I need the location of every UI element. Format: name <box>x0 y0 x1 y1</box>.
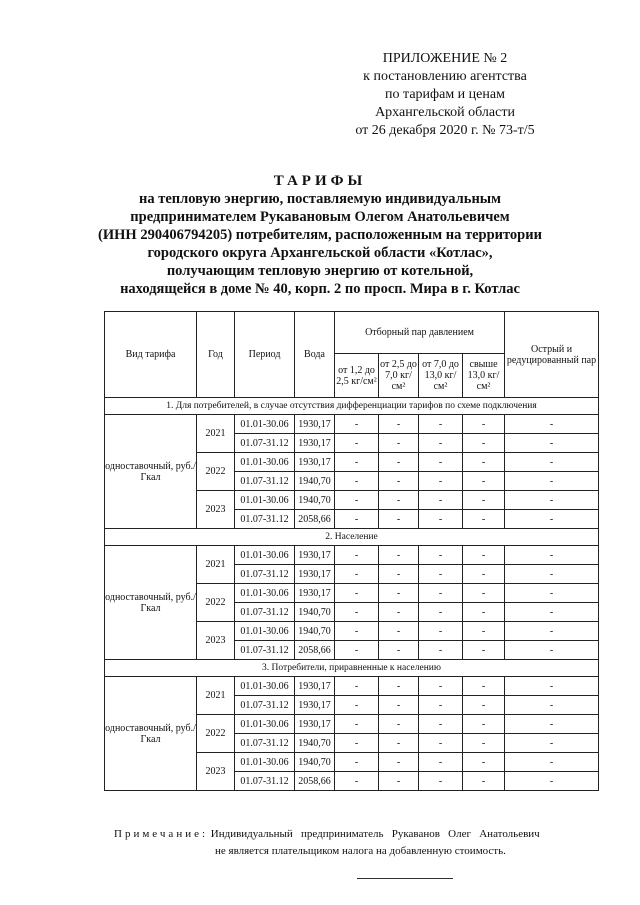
year-cell: 2021 <box>197 415 235 453</box>
dash-cell: - <box>463 641 505 660</box>
appendix-block <box>330 50 560 140</box>
tariff-type-cell: одноставочный, руб./Гкал <box>105 546 197 660</box>
dash-cell: - <box>463 715 505 734</box>
period-cell: 01.07-31.12 <box>235 641 295 660</box>
year-cell: 2023 <box>197 753 235 791</box>
dash-cell: - <box>463 603 505 622</box>
dash-cell: - <box>505 734 599 753</box>
dash-cell: - <box>335 453 379 472</box>
dash-cell: - <box>335 415 379 434</box>
section-title: 1. Для потребителей, в случае отсутствия дифференциации тарифов по схеме подключения <box>105 398 599 415</box>
dash-cell: - <box>335 546 379 565</box>
dash-cell: - <box>419 603 463 622</box>
footnote <box>114 826 594 860</box>
dash-cell: - <box>335 641 379 660</box>
dash-cell: - <box>419 677 463 696</box>
water-cell: 1940,70 <box>295 753 335 772</box>
period-cell: 01.07-31.12 <box>235 472 295 491</box>
dash-cell: - <box>379 472 419 491</box>
appendix-line: по тарифам и ценам <box>385 87 505 102</box>
title-line: на тепловую энергию, поставляемую индивидуальным <box>138 191 502 207</box>
year-cell: 2023 <box>197 491 235 529</box>
period-cell: 01.01-30.06 <box>235 622 295 641</box>
dash-cell: - <box>463 753 505 772</box>
appendix-line: Архангельской области <box>375 105 515 120</box>
period-cell: 01.01-30.06 <box>235 491 295 510</box>
dash-cell: - <box>379 641 419 660</box>
dash-cell: - <box>419 753 463 772</box>
dash-cell: - <box>379 565 419 584</box>
dash-cell: - <box>379 677 419 696</box>
dash-cell: - <box>505 696 599 715</box>
water-cell: 1930,17 <box>295 453 335 472</box>
dash-cell: - <box>379 696 419 715</box>
dash-cell: - <box>379 753 419 772</box>
dash-cell: - <box>335 622 379 641</box>
period-cell: 01.01-30.06 <box>235 753 295 772</box>
dash-cell: - <box>419 715 463 734</box>
year-cell: 2021 <box>197 677 235 715</box>
year-cell: 2022 <box>197 584 235 622</box>
appendix-line: от 26 декабря 2020 г. № 73-т/5 <box>355 123 535 138</box>
dash-cell: - <box>505 491 599 510</box>
dash-cell: - <box>505 772 599 791</box>
period-cell: 01.07-31.12 <box>235 734 295 753</box>
dash-cell: - <box>335 491 379 510</box>
section-row <box>105 660 599 677</box>
dash-cell: - <box>419 696 463 715</box>
dash-cell: - <box>463 434 505 453</box>
dash-cell: - <box>335 734 379 753</box>
water-cell: 1930,17 <box>295 565 335 584</box>
dash-cell: - <box>379 772 419 791</box>
water-cell: 1930,17 <box>295 696 335 715</box>
dash-cell: - <box>419 472 463 491</box>
dash-cell: - <box>419 772 463 791</box>
dash-cell: - <box>463 622 505 641</box>
dash-cell: - <box>505 603 599 622</box>
dash-cell: - <box>335 753 379 772</box>
document-title <box>80 172 560 298</box>
footnote-line1: Индивидуальный предприниматель Рукаванов Олег Анатольевич <box>210 828 540 840</box>
year-cell: 2022 <box>197 715 235 753</box>
title-heading: ТАРИФЫ <box>273 173 367 189</box>
dash-cell: - <box>463 565 505 584</box>
dash-cell: - <box>505 641 599 660</box>
year-cell: 2023 <box>197 622 235 660</box>
dash-cell: - <box>463 415 505 434</box>
bottom-rule <box>357 878 453 879</box>
water-cell: 1940,70 <box>295 622 335 641</box>
dash-cell: - <box>379 453 419 472</box>
water-cell: 2058,66 <box>295 641 335 660</box>
dash-cell: - <box>419 641 463 660</box>
period-cell: 01.07-31.12 <box>235 603 295 622</box>
dash-cell: - <box>505 715 599 734</box>
dash-cell: - <box>463 510 505 529</box>
dash-cell: - <box>419 510 463 529</box>
dash-cell: - <box>505 510 599 529</box>
dash-cell: - <box>505 565 599 584</box>
dash-cell: - <box>335 510 379 529</box>
water-cell: 1930,17 <box>295 546 335 565</box>
water-cell: 1940,70 <box>295 603 335 622</box>
dash-cell: - <box>335 472 379 491</box>
water-cell: 1940,70 <box>295 734 335 753</box>
dash-cell: - <box>419 584 463 603</box>
water-cell: 2058,66 <box>295 510 335 529</box>
dash-cell: - <box>505 584 599 603</box>
title-line: городского округа Архангельской области «Котлас», <box>147 245 493 261</box>
period-cell: 01.07-31.12 <box>235 772 295 791</box>
title-line: предпринимателем Рукавановым Олегом Анатольевичем <box>130 209 510 225</box>
dash-cell: - <box>463 472 505 491</box>
dash-cell: - <box>379 734 419 753</box>
dash-cell: - <box>379 715 419 734</box>
dash-cell: - <box>419 565 463 584</box>
dash-cell: - <box>335 677 379 696</box>
tariff-type-cell: одноставочный, руб./Гкал <box>105 677 197 791</box>
header-water: Вода <box>295 312 335 398</box>
dash-cell: - <box>419 434 463 453</box>
dash-cell: - <box>505 453 599 472</box>
period-cell: 01.01-30.06 <box>235 584 295 603</box>
dash-cell: - <box>335 584 379 603</box>
title-line: получающим тепловую энергию от котельной, <box>166 263 474 279</box>
dash-cell: - <box>379 546 419 565</box>
dash-cell: - <box>335 715 379 734</box>
water-cell: 1930,17 <box>295 434 335 453</box>
footnote-line2: не является плательщиком налога на добавленную стоимость. <box>215 845 506 857</box>
dash-cell: - <box>505 546 599 565</box>
dash-cell: - <box>463 546 505 565</box>
period-cell: 01.01-30.06 <box>235 677 295 696</box>
dash-cell: - <box>379 603 419 622</box>
dash-cell: - <box>463 696 505 715</box>
dash-cell: - <box>463 734 505 753</box>
section-row <box>105 398 599 415</box>
footnote-label: Примечание: <box>114 828 209 840</box>
dash-cell: - <box>335 434 379 453</box>
dash-cell: - <box>505 434 599 453</box>
section-row <box>105 529 599 546</box>
dash-cell: - <box>379 491 419 510</box>
title-line: (ИНН 290406794205) потребителям, расположенным на территории <box>98 227 542 243</box>
appendix-line: ПРИЛОЖЕНИЕ № 2 <box>382 51 508 66</box>
dash-cell: - <box>505 415 599 434</box>
water-cell: 1940,70 <box>295 472 335 491</box>
water-cell: 2058,66 <box>295 772 335 791</box>
water-cell: 1930,17 <box>295 715 335 734</box>
dash-cell: - <box>463 772 505 791</box>
period-cell: 01.01-30.06 <box>235 546 295 565</box>
dash-cell: - <box>419 491 463 510</box>
dash-cell: - <box>335 772 379 791</box>
dash-cell: - <box>379 584 419 603</box>
dash-cell: - <box>463 677 505 696</box>
year-cell: 2021 <box>197 546 235 584</box>
dash-cell: - <box>335 565 379 584</box>
dash-cell: - <box>463 453 505 472</box>
water-cell: 1930,17 <box>295 584 335 603</box>
header-steam-col: от 7,0 до 13,0 кг/см² <box>419 354 463 398</box>
period-cell: 01.07-31.12 <box>235 510 295 529</box>
water-cell: 1940,70 <box>295 491 335 510</box>
header-steam-col: от 2,5 до 7,0 кг/см² <box>379 354 419 398</box>
header-tariff-type: Вид тарифа <box>105 312 197 398</box>
tariff-table <box>104 311 599 791</box>
dash-cell: - <box>335 696 379 715</box>
period-cell: 01.01-30.06 <box>235 415 295 434</box>
period-cell: 01.01-30.06 <box>235 453 295 472</box>
header-period: Период <box>235 312 295 398</box>
year-cell: 2022 <box>197 453 235 491</box>
table-row <box>105 546 599 565</box>
dash-cell: - <box>505 472 599 491</box>
dash-cell: - <box>335 603 379 622</box>
table-row <box>105 677 599 696</box>
water-cell: 1930,17 <box>295 677 335 696</box>
period-cell: 01.07-31.12 <box>235 434 295 453</box>
section-title: 3. Потребители, приравненные к населению <box>105 660 599 677</box>
dash-cell: - <box>379 434 419 453</box>
dash-cell: - <box>419 734 463 753</box>
header-year: Год <box>197 312 235 398</box>
header-steam-group: Отборный пар давлением <box>335 312 505 354</box>
dash-cell: - <box>419 453 463 472</box>
period-cell: 01.01-30.06 <box>235 715 295 734</box>
tariff-type-cell: одноставочный, руб./Гкал <box>105 415 197 529</box>
dash-cell: - <box>379 510 419 529</box>
dash-cell: - <box>419 546 463 565</box>
period-cell: 01.07-31.12 <box>235 565 295 584</box>
dash-cell: - <box>463 491 505 510</box>
dash-cell: - <box>419 415 463 434</box>
table-row <box>105 415 599 434</box>
dash-cell: - <box>463 584 505 603</box>
header-steam-col: от 1,2 до 2,5 кг/см² <box>335 354 379 398</box>
dash-cell: - <box>419 622 463 641</box>
dash-cell: - <box>505 622 599 641</box>
appendix-line: к постановлению агентства <box>363 69 527 84</box>
dash-cell: - <box>505 753 599 772</box>
section-title: 2. Население <box>105 529 599 546</box>
title-line: находящейся в доме № 40, корп. 2 по просп. Мира в г. Котлас <box>120 281 520 297</box>
dash-cell: - <box>379 622 419 641</box>
header-steam-col: свыше 13,0 кг/см² <box>463 354 505 398</box>
water-cell: 1930,17 <box>295 415 335 434</box>
dash-cell: - <box>505 677 599 696</box>
header-sharp-steam: Острый и редуцированный пар <box>505 312 599 398</box>
period-cell: 01.07-31.12 <box>235 696 295 715</box>
dash-cell: - <box>379 415 419 434</box>
